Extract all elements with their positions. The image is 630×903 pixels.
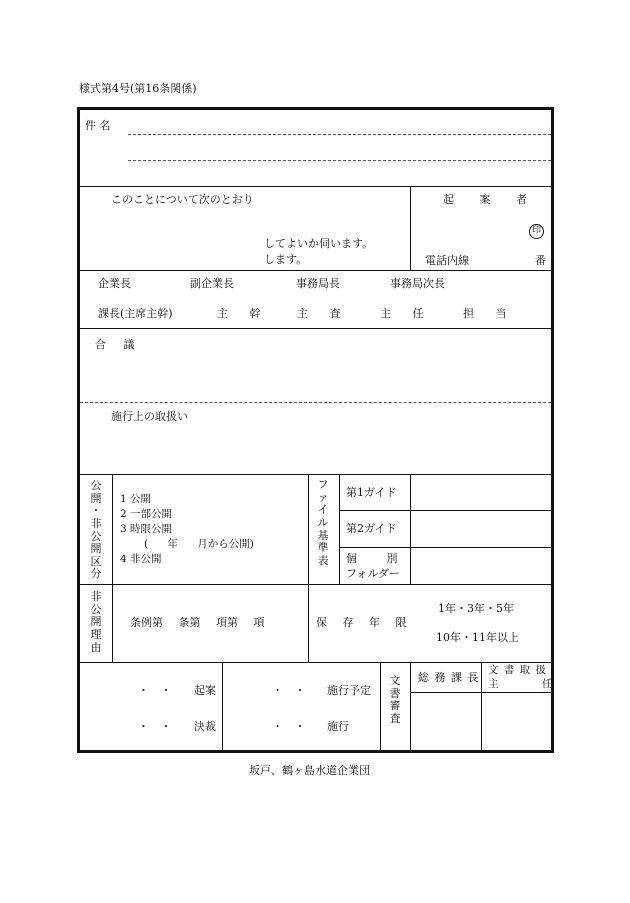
general-affairs-chief-label: 総 務 課 長 — [418, 671, 479, 684]
planned-label: 施行予定 — [327, 684, 371, 697]
draft-date-dots: ・ ・ — [138, 684, 172, 697]
retention-option-2[interactable]: 10年・11年以上 — [436, 631, 519, 644]
divider — [80, 186, 551, 187]
divider — [80, 584, 551, 585]
folder-label-a: 個 別 — [346, 552, 398, 565]
inquiry-option-2: します。 — [264, 253, 308, 266]
divider — [410, 662, 411, 750]
seal-icon: 印 — [529, 224, 544, 239]
approval-form — [77, 107, 554, 753]
retention-option-1[interactable]: 1年・3年・5年 — [438, 602, 514, 615]
divider — [339, 510, 551, 511]
document-officer-label-1: 文 書 取 扱 — [488, 664, 547, 676]
approver-vice-director: 事務局次長 — [390, 277, 445, 290]
divider — [339, 547, 551, 548]
subject-label: 件 名 — [85, 119, 111, 132]
decision-date-dots: ・ ・ — [138, 720, 172, 733]
divider — [112, 474, 113, 662]
consultation-label: 合 議 — [95, 338, 135, 351]
disclosure-option-4[interactable]: 4 非公開 — [120, 553, 162, 565]
disclosure-option-2[interactable]: 2 一部公開 — [120, 508, 173, 520]
decision-label: 決裁 — [194, 720, 216, 733]
guide2-label: 第2ガイド — [346, 522, 397, 535]
approver-inspector: 主 査 — [297, 307, 341, 320]
document-officer-label-2: 主 任 — [488, 678, 553, 690]
approver-section-chief: 課長(主席主幹) — [98, 307, 173, 320]
divider — [222, 662, 223, 750]
organization-name: 坂戸、鶴ヶ島水道企業団 — [249, 764, 370, 777]
document-review-header: 文 書 審 査 — [389, 674, 401, 725]
handling-label: 施行上の取扱い — [111, 410, 188, 423]
draft-label: 起案 — [194, 684, 216, 697]
enforce-date-dots: ・ ・ — [272, 720, 306, 733]
subject-line-1[interactable] — [128, 134, 551, 135]
nondisclosure-text: 条例第 条第 項第 項 — [130, 616, 265, 629]
divider — [339, 474, 340, 584]
disclosure-option-3[interactable]: 3 時限公開 — [120, 523, 173, 535]
nondisclosure-header: 非 公 開 理 由 — [90, 590, 102, 654]
approver-chief-staff: 主 幹 — [217, 307, 261, 320]
divider — [410, 692, 551, 693]
approver-staff: 担 当 — [463, 307, 507, 320]
divider — [308, 474, 309, 662]
disclosure-option-3-period: ( 年 月から公開) — [144, 538, 254, 550]
folder-label-b: フォルダー — [346, 567, 401, 580]
drafter-label: 起 案 者 — [443, 193, 527, 206]
phone-suffix: 番 — [535, 254, 546, 267]
approver-senior: 主 任 — [380, 307, 424, 320]
inquiry-option-1: してよいか伺います。 — [264, 237, 374, 250]
divider — [410, 186, 411, 270]
disclosure-option-1[interactable]: 1 公開 — [120, 493, 152, 505]
divider — [80, 270, 551, 271]
file-standard-header: フ ァ イ ル 基 準 表 — [317, 478, 329, 567]
phone-label: 電話内線 — [425, 254, 469, 267]
divider — [80, 474, 551, 475]
divider — [481, 662, 482, 750]
inquiry-text: このことについて次のとおり — [111, 193, 254, 206]
subject-line-2[interactable] — [128, 160, 551, 161]
enforce-label: 施行 — [327, 720, 349, 733]
approver-director: 事務局長 — [296, 277, 340, 290]
disclosure-header: 公 開 ・ 非 公 開 区 分 — [90, 479, 102, 581]
approver-chief: 企業長 — [98, 277, 131, 290]
divider — [410, 474, 411, 584]
planned-date-dots: ・ ・ — [272, 684, 306, 697]
retention-label: 保 存 年 限 — [316, 616, 407, 629]
divider — [80, 402, 551, 403]
form-number: 様式第4号(第16条関係) — [79, 82, 197, 95]
divider — [80, 328, 551, 329]
guide1-label: 第1ガイド — [346, 486, 397, 499]
approver-deputy: 副企業長 — [190, 277, 234, 290]
divider — [380, 662, 381, 750]
